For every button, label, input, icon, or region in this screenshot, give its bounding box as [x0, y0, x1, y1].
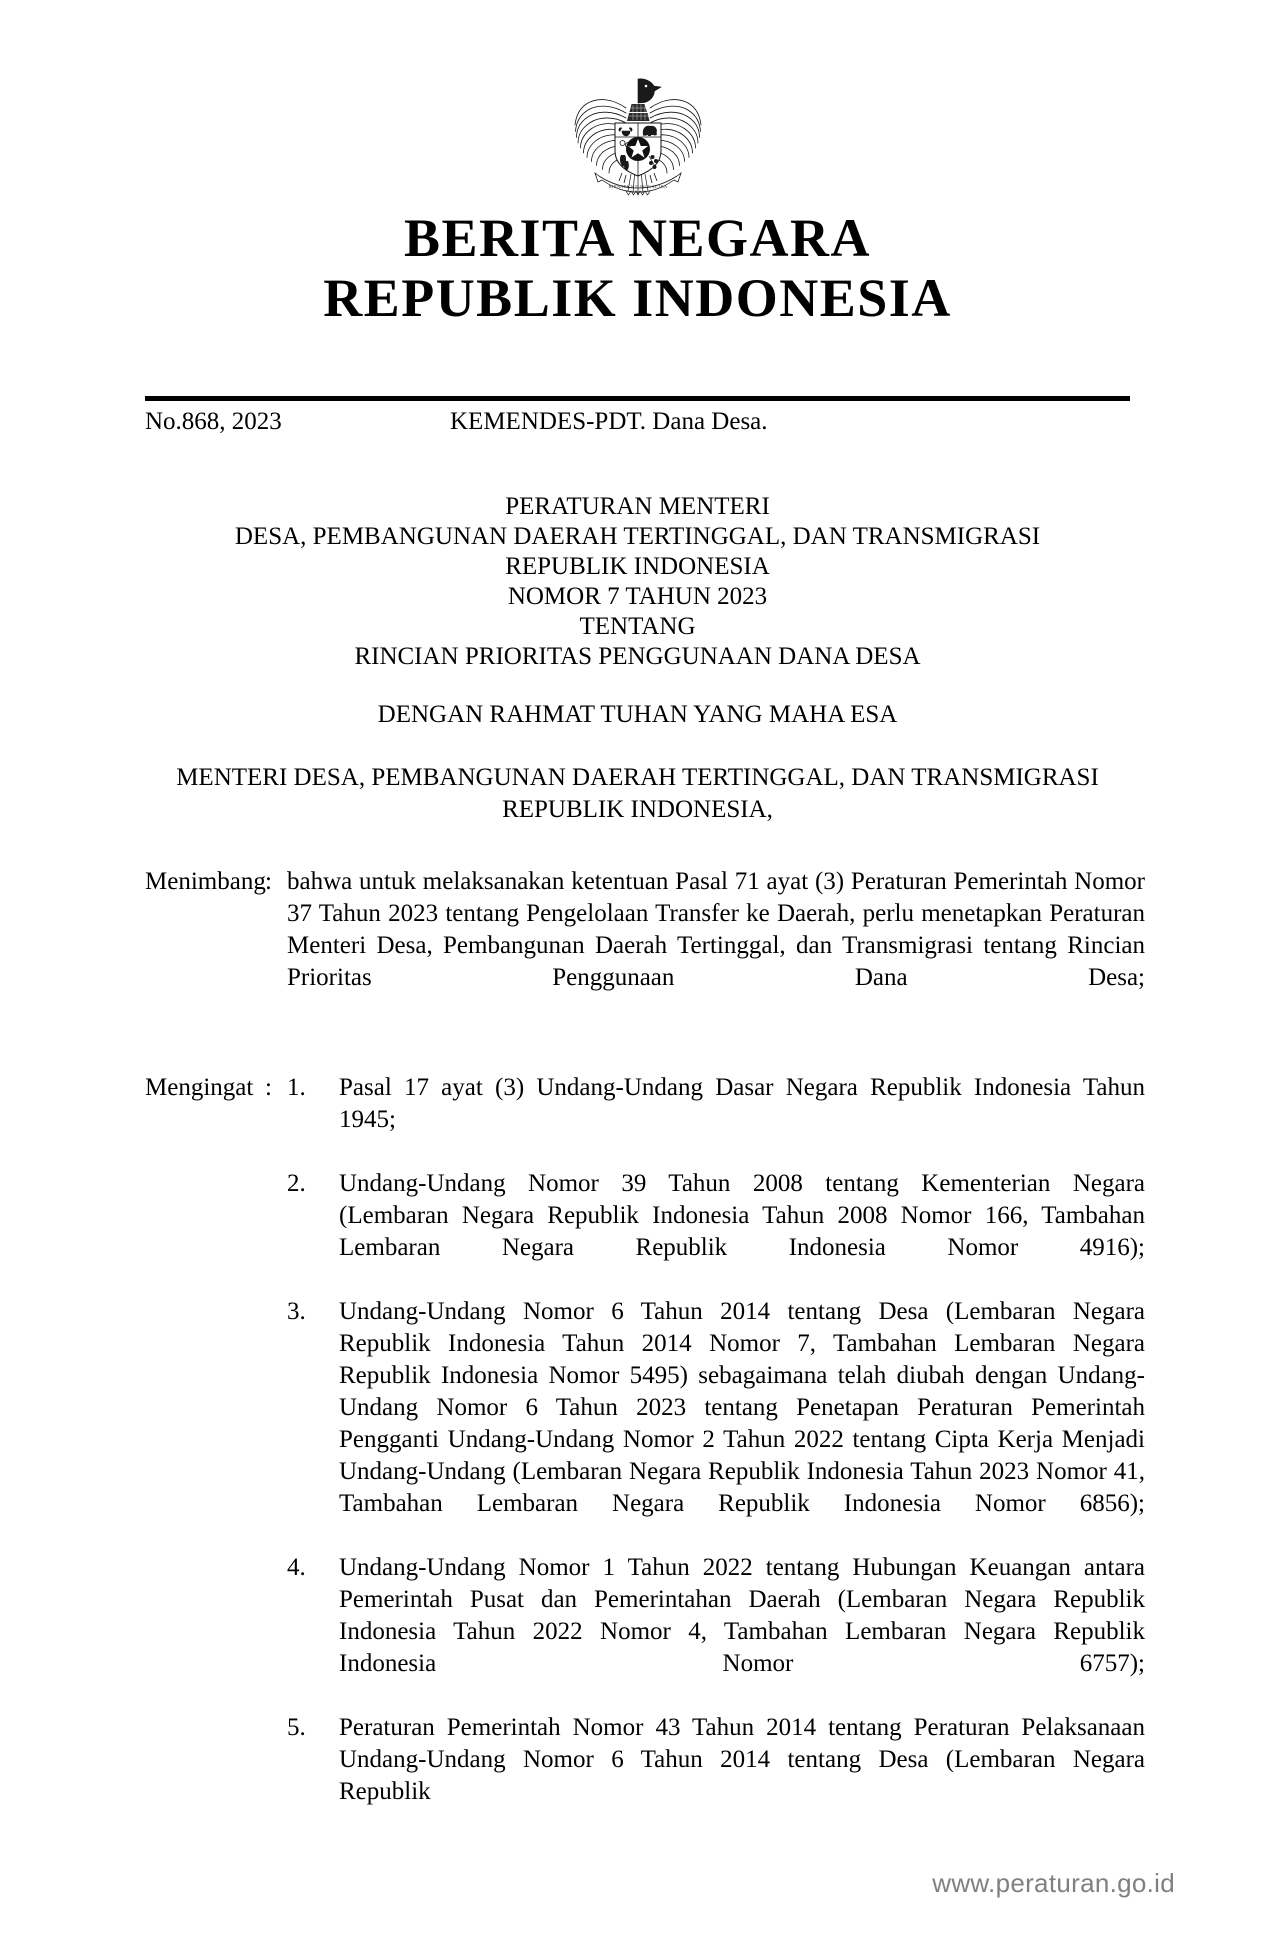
list-item [287, 1552, 1145, 1712]
menimbang-clause [145, 866, 1145, 1026]
mengingat-label: Mengingat [145, 1074, 254, 1101]
gazette-agency-subject: KEMENDES-PDT. Dana Desa. [450, 408, 768, 435]
list-item [287, 1072, 1145, 1168]
masthead-line-2: REPUBLIK INDONESIA [323, 268, 952, 329]
list-item [287, 1296, 1145, 1552]
list-item [287, 1168, 1145, 1296]
title-line-3: REPUBLIK INDONESIA [505, 553, 770, 580]
masthead-line-1: BERITA NEGARA [403, 208, 872, 268]
signatory-line-1: MENTERI DESA, PEMBANGUNAN DAERAH TERTINGGAL, DAN TRANSMIGRASI [176, 764, 1099, 791]
list-item-marker: 2. [287, 1170, 306, 1197]
list-item-text: Peraturan Pemerintah Nomor 43 Tahun 2014 tentang Peraturan Pelaksanaan Undang-Undang Nomor 6 Tahun 2014 tentang Desa (Lembaran Negara Republik [339, 1714, 1145, 1805]
masthead-divider-rule [145, 396, 1130, 401]
regulation-title-block [120, 492, 1155, 672]
title-line-6: RINCIAN PRIORITAS PENGGUNAAN DANA DESA [354, 643, 921, 670]
gazette-number: No.868, 2023 [145, 408, 282, 435]
menimbang-colon: : [265, 868, 272, 895]
title-line-1: PERATURAN MENTERI [505, 493, 770, 520]
menimbang-label: Menimbang [145, 868, 266, 895]
svg-text:BHINNEKA TUNGGAL IKA: BHINNEKA TUNGGAL IKA [608, 184, 667, 189]
list-item-text: Pasal 17 ayat (3) Undang-Undang Dasar Negara Republik Indonesia Tahun 1945; [339, 1074, 1145, 1133]
list-item-text: Undang-Undang Nomor 6 Tahun 2014 tentang Desa (Lembaran Negara Republik Indonesia Tahun 2014 Nomor 7, Tambahan Lembaran Negara Republik Indonesia Nomor 5495) sebagaimana telah diubah dengan Undang-Undang Nomor 6 Tahun 2023 tentang Penetapan Peraturan Pemerintah Pengganti Undang-Undang Nomor 2 Tahun 2022 tentang Cipta Kerja Menjadi Undang-Undang (Lembaran Negara Republik Indonesia Tahun 2023 Nomor 41, Tambahan Lembaran Negara Republik Indonesia Nomor 6856); [339, 1298, 1145, 1517]
mengingat-list [287, 1072, 1145, 1840]
title-line-5: TENTANG [579, 613, 696, 640]
footer-watermark: www.peraturan.go.id [932, 1868, 1175, 1898]
menimbang-text: bahwa untuk melaksanakan ketentuan Pasal 71 ayat (3) Peraturan Pemerintah Nomor 37 Tahun 2023 tentang Pengelolaan Transfer ke Daerah, perlu menetapkan Peraturan Menteri Desa, Pembangunan Daerah Tertinggal, dan Transmigrasi tentang Rincian Prioritas Penggunaan Dana Desa; [287, 868, 1145, 991]
list-item-marker: 5. [287, 1714, 306, 1741]
title-line-4: NOMOR 7 TAHUN 2023 [507, 583, 768, 610]
list-item-text: Undang-Undang Nomor 39 Tahun 2008 tentang Kementerian Negara (Lembaran Negara Republik Indonesia Tahun 2008 Nomor 166, Tambahan Lembaran Negara Republik Indonesia Nomor 4916); [339, 1170, 1145, 1261]
list-item [287, 1712, 1145, 1840]
masthead [145, 60, 1130, 329]
title-line-2: DESA, PEMBANGUNAN DAERAH TERTINGGAL, DAN TRANSMIGRASI [234, 523, 1041, 550]
list-item-marker: 3. [287, 1298, 306, 1325]
list-item-marker: 1. [287, 1074, 306, 1101]
mengingat-colon: : [265, 1074, 272, 1101]
signatory-line-2: REPUBLIK INDONESIA, [502, 796, 773, 823]
garuda-pancasila-emblem [563, 60, 713, 200]
list-item-marker: 4. [287, 1554, 306, 1581]
signatory-block [100, 762, 1175, 826]
list-item-text: Undang-Undang Nomor 1 Tahun 2022 tentang Hubungan Keuangan antara Pemerintah Pusat dan Pemerintahan Daerah (Lembaran Negara Republik Indonesia Tahun 2022 Nomor 4, Tambahan Lembaran Negara Republik Indonesia Nomor 6757); [339, 1554, 1145, 1677]
blessing-line: DENGAN RAHMAT TUHAN YANG MAHA ESA [377, 701, 898, 728]
gazette-number-bar [145, 405, 1130, 439]
mengingat-clause [145, 1072, 1145, 1840]
